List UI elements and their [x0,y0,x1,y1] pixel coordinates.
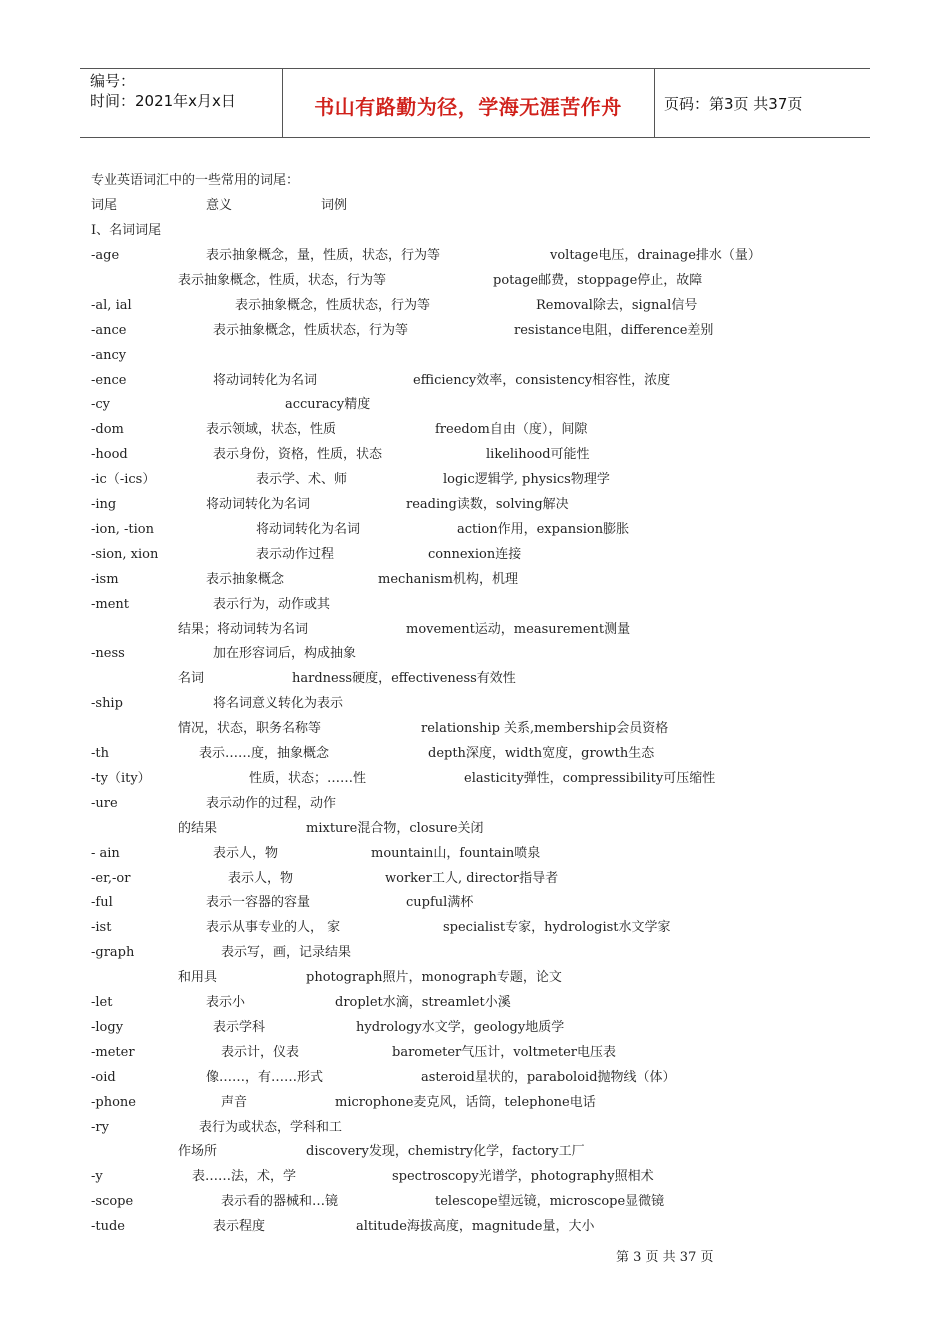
meaning-cell: 名词 [178,671,205,687]
suffix-cell: -ic（-ics） [91,472,156,488]
suffix-cell: -cy [91,397,111,413]
table-row [0,268,950,293]
date-line: 时间：2021年x月x日 [90,92,236,110]
document-header [80,68,870,138]
suffix-cell: -tude [91,1219,126,1235]
example-cell: photograph照片，monograph专题，论文 [306,970,562,986]
table-row [0,492,950,517]
page-footer: 第 3 页 共 37 页 [616,1250,714,1265]
example-cell: relationship 关系,membership会员资格 [421,721,669,737]
table-row [0,965,950,990]
example-cell: potage邮费，stoppage停止，故障 [493,272,703,288]
example-cell: discovery发现，chemistry化学，factory工厂 [306,1144,585,1160]
meaning-cell: 表示动作的过程，动作 [206,795,337,811]
suffix-cell: -let [91,995,113,1010]
suffix-cell: -th [91,746,109,761]
table-row [0,1015,950,1040]
meaning-cell: 表示一容器的容量 [206,895,311,911]
meaning-cell: 将动词转化为名词 [213,372,318,388]
meaning-cell: 和用具 [178,970,218,986]
example-cell: specialist专家，hydrologist水文学家 [443,920,671,936]
example-cell: mountain山，fountain喷泉 [371,845,541,861]
section-title-text: Ⅰ、名词词尾 [91,223,162,238]
number-label: 编号： [90,72,136,90]
suffix-cell: -ful [91,895,113,911]
meaning-cell: 表示抽象概念 [206,571,285,587]
meaning-cell: 表示抽象概念，性质，状态，行为等 [178,272,387,288]
example-cell: likelihood可能性 [486,447,590,463]
meaning-cell: 表示……度，抽象概念 [199,746,330,761]
example-cell: freedom自由（度），间隙 [435,422,588,438]
header-page-info: 页码：第3页 共37页 [664,95,803,113]
meaning-cell: 表示身份，资格，性质，状态 [213,447,383,463]
example-cell: asteroid星状的，paraboloid抛物线（体） [421,1069,676,1085]
example-cell: accuracy精度 [285,397,371,413]
meaning-cell: 表示领域，状态，性质 [206,422,337,438]
table-row [0,866,950,891]
table-row [0,741,950,766]
suffix-cell: -ancy [91,347,127,363]
header-motto: 书山有路勤为径，学海无涯苦作舟 [314,95,622,119]
table-row [0,567,950,592]
suffix-cell: -y [91,1169,103,1185]
meaning-cell: 表示抽象概念，量，性质，状态，行为等 [206,248,441,263]
example-cell: hydrology水文学，geology地质学 [356,1019,565,1035]
meaning-cell: 表示小 [206,995,246,1010]
meaning-cell: 表示看的器械和…镜 [221,1194,339,1210]
meaning-cell: 作场所 [178,1144,218,1160]
example-cell: cupful满杯 [406,895,474,911]
example-cell: voltage电压，drainage排水（量） [550,248,761,263]
suffix-cell: -ence [91,372,127,388]
table-row [0,1040,950,1065]
header-meta [90,71,236,111]
suffix-cell: -hood [91,447,128,463]
table-row [0,417,950,442]
meaning-cell: 的结果 [178,820,218,836]
suffix-cell: -phone [91,1094,136,1110]
suffix-cell: -logy [91,1019,124,1035]
meaning-cell: 表示程度 [213,1219,266,1235]
meaning-cell: 表示行为，动作或其 [213,596,331,612]
example-cell: resistance电阻，difference差别 [514,322,714,338]
table-row [0,841,950,866]
table-row [0,1090,950,1115]
example-cell: hardness硬度，effectiveness有效性 [292,671,516,687]
suffix-cell: -ism [91,571,119,587]
table-row [0,617,950,642]
table-row [0,343,950,368]
meaning-cell: 加在形容词后，构成抽象 [213,646,357,662]
table-row [0,542,950,567]
table-row [0,1115,950,1140]
table-row [0,641,950,666]
table-row [0,592,950,617]
table-row [0,1139,950,1164]
meaning-cell: 像……，有……形式 [206,1069,324,1085]
meaning-cell: 将动词转化为名词 [206,497,311,512]
table-row [0,666,950,691]
table-row [0,691,950,716]
meaning-cell: 表示学科 [213,1019,266,1035]
suffix-cell: -dom [91,422,124,438]
table-row [0,467,950,492]
suffix-cell: -ing [91,497,117,512]
table-row [0,517,950,542]
example-cell: mixture混合物，closure关闭 [306,820,484,836]
meaning-cell: 表……法，术，学 [192,1169,297,1185]
suffix-cell: -ment [91,596,130,612]
header-divider [654,69,655,137]
table-row [0,1164,950,1189]
table-row [0,716,950,741]
meaning-cell: 表示计，仪表 [221,1044,300,1060]
table-row [0,990,950,1015]
meaning-cell: 结果；将动词转为名词 [178,621,309,637]
meaning-cell: 表示写，画，记录结果 [221,945,352,961]
table-row [0,940,950,965]
meaning-cell: 表行为或状态，学科和工 [199,1119,343,1135]
table-row [0,915,950,940]
meaning-cell: 声音 [221,1094,248,1110]
table-row [0,442,950,467]
suffix-cell: -oid [91,1069,116,1085]
table-row [0,766,950,791]
table-row [0,243,950,268]
suffix-cell: -ist [91,920,112,936]
meaning-cell: 表示学、术、师 [256,472,348,488]
table-row [0,791,950,816]
suffix-cell: -graph [91,945,135,961]
suffix-cell: -ness [91,646,125,662]
meaning-cell: 情况，状态，职务名称等 [178,721,322,737]
table-row [0,890,950,915]
example-cell: movement运动，measurement测量 [406,621,631,637]
intro-line [0,168,950,193]
meaning-cell: 表示抽象概念，性质状态，行为等 [213,322,409,338]
example-cell: altitude海拔高度，magnitude量，大小 [356,1219,595,1235]
intro-text: 专业英语词汇中的一些常用的词尾： [91,173,300,188]
section-title [0,218,950,243]
column-header-suffix: 词尾 [91,198,118,213]
suffix-cell: -scope [91,1194,134,1210]
example-cell: efficiency效率，consistency相容性，浓度 [413,372,671,388]
meaning-cell: 将动词转化为名词 [256,521,361,537]
example-cell: reading读数，solving解决 [406,497,569,512]
suffix-cell: -al, ial [91,297,132,313]
table-row [0,816,950,841]
suffix-cell: -ty（ity） [91,770,151,786]
suffix-cell: -ry [91,1119,109,1135]
example-cell: worker工人, director指导者 [385,870,559,886]
suffix-cell: -ure [91,795,118,811]
table-row [0,368,950,393]
suffix-cell: -age [91,248,120,263]
example-cell: spectroscopy光谱学，photography照相术 [392,1169,654,1185]
example-cell: mechanism机构，机理 [378,571,518,587]
example-cell: microphone麦克风，话筒，telephone电话 [335,1094,596,1110]
meaning-cell: 表示从事专业的人， 家 [206,920,341,936]
suffix-cell: -ship [91,696,123,712]
meaning-cell: 表示动作过程 [256,546,335,562]
suffix-cell: -meter [91,1044,135,1060]
example-cell: elasticity弹性，compressibility可压缩性 [464,770,716,786]
example-cell: action作用，expansion膨胀 [457,521,630,537]
meaning-cell: 表示人，物 [213,845,279,861]
suffix-cell: -ance [91,322,127,338]
example-cell: telescope望远镜，microscope显微镜 [435,1194,665,1210]
table-row [0,318,950,343]
suffix-cell: -er,-or [91,870,131,886]
example-cell: Removal除去，signal信号 [536,297,698,313]
table-row [0,1189,950,1214]
example-cell: droplet水滴，streamlet小溪 [335,995,511,1010]
suffix-cell: -sion, xion [91,546,159,562]
example-cell: connexion连接 [428,546,522,562]
example-cell: barometer气压计，voltmeter电压表 [392,1044,616,1060]
table-row [0,392,950,417]
meaning-cell: 表示抽象概念，性质状态，行为等 [235,297,431,313]
column-header-meaning: 意义 [206,198,233,213]
meaning-cell: 将名词意义转化为表示 [213,696,344,712]
column-headers [0,193,950,218]
example-cell: logic逻辑学, physics物理学 [443,472,610,488]
meaning-cell: 性质，状态；……性 [249,770,367,786]
table-row [0,1065,950,1090]
suffix-cell: -ion, -tion [91,521,154,537]
column-header-example: 词例 [321,198,348,213]
table-row [0,293,950,318]
table-row [0,1214,950,1239]
example-cell: depth深度，width宽度，growth生态 [428,746,655,761]
meaning-cell: 表示人，物 [228,870,294,886]
suffix-cell: - ain [91,845,120,861]
